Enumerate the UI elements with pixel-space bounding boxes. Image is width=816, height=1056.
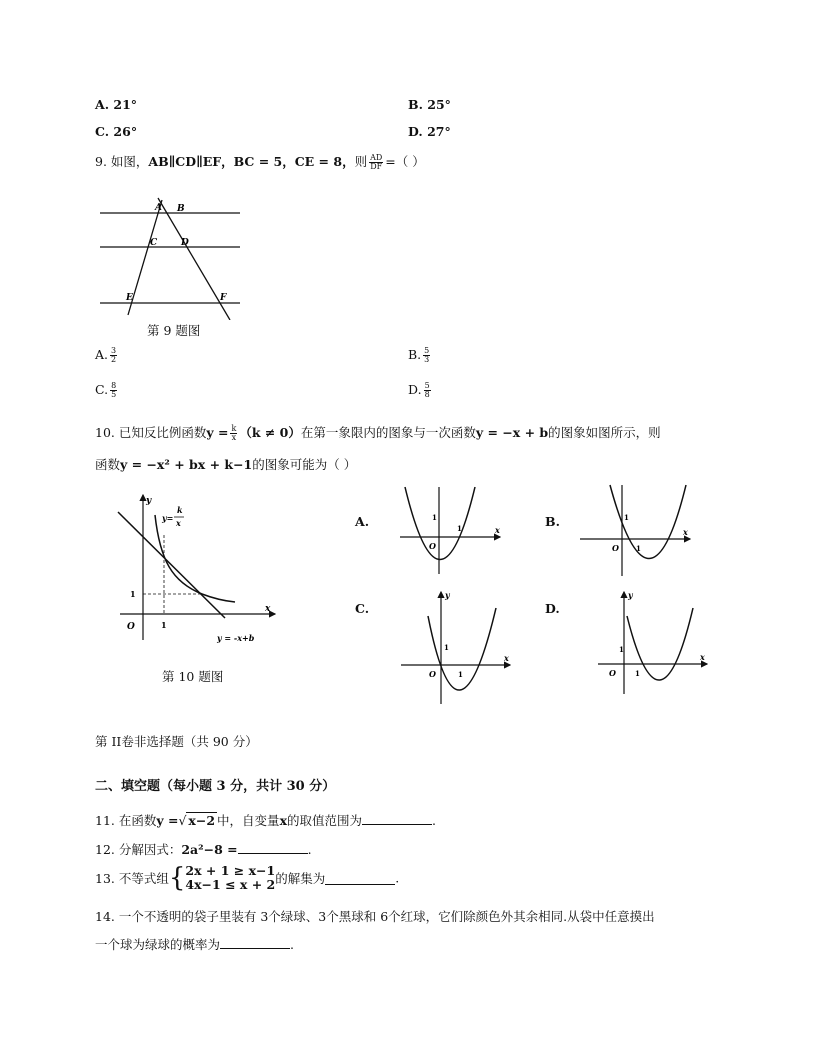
q10-one-x: 1 bbox=[161, 620, 167, 630]
q13-answer-blank[interactable] bbox=[325, 872, 395, 885]
q10-stem-line2 bbox=[95, 455, 356, 473]
graph-d-y-label: y bbox=[628, 590, 633, 600]
q10-fig-caption: 第 10 题图 bbox=[162, 669, 224, 684]
q14-line1: 14. 一个不透明的袋子里装有 3个绿球、3个黑球和 6个红球，它们除颜色外其余相同.从袋中任意摸出 bbox=[95, 909, 655, 924]
q10-hyper-pre: y= bbox=[162, 513, 174, 523]
section-title: 第 II卷非选择题（共 90 分） bbox=[95, 734, 258, 749]
graph-a-parabola bbox=[405, 487, 475, 560]
q9-option-a-num: 3 bbox=[111, 346, 117, 355]
q9-fig-caption: 第 9 题图 bbox=[147, 323, 201, 338]
q13-ineq2: 4x−1 ≤ x + 2 bbox=[185, 877, 276, 892]
q9-option-b-num: 5 bbox=[424, 346, 430, 355]
q11-radicand: x−2 bbox=[188, 813, 216, 828]
graph-c-y-label: y bbox=[445, 590, 450, 600]
q8-option-b: B. 25° bbox=[408, 97, 451, 112]
q13 bbox=[95, 864, 399, 892]
q9-option-d-num: 5 bbox=[424, 381, 430, 390]
q11-period: . bbox=[432, 813, 437, 828]
q10-graph-a bbox=[395, 482, 505, 577]
graph-b-origin: O bbox=[612, 543, 619, 553]
graph-a-one-x: 1 bbox=[457, 524, 462, 533]
q11 bbox=[95, 811, 436, 829]
q11-func-lhs: y = bbox=[156, 813, 179, 828]
q9-then: 则 bbox=[354, 154, 368, 169]
graph-c-x-label: x bbox=[504, 653, 509, 663]
graph-b-one-y: 1 bbox=[624, 513, 629, 522]
q10-stem-line1 bbox=[95, 423, 661, 442]
q9-option-a-label: A. bbox=[95, 347, 109, 362]
graph-c-one-y: 1 bbox=[444, 643, 449, 652]
q10-line1-lin: y = −x + b bbox=[475, 425, 549, 440]
q9-option-d-label: D. bbox=[408, 382, 422, 397]
q13-post: 的解集为 bbox=[275, 871, 326, 886]
point-b: B bbox=[177, 204, 185, 214]
q11-pre: 11. 在函数 bbox=[95, 813, 157, 828]
q9-option-b bbox=[408, 347, 432, 364]
graph-d-x-label: x bbox=[700, 652, 705, 662]
graph-a-x-label: x bbox=[495, 525, 500, 535]
q10-graph-b bbox=[578, 482, 693, 577]
point-c: C bbox=[150, 238, 158, 248]
q10-line1-cond: （k ≠ 0） bbox=[239, 425, 301, 440]
q13-pre: 13. 不等式组 bbox=[95, 871, 169, 886]
graph-b-x-label: x bbox=[683, 527, 688, 537]
q10-line-label: y = -x+b bbox=[217, 633, 255, 643]
q10-line2-end: 的图象可能为（ ） bbox=[252, 457, 357, 472]
q8-option-d: D. 27° bbox=[408, 124, 451, 139]
graph-d-one-x: 1 bbox=[635, 669, 640, 678]
q11-end: 的取值范围为 bbox=[287, 813, 363, 828]
q9-option-d-den: 8 bbox=[424, 390, 430, 399]
q12-period: . bbox=[307, 842, 312, 857]
graph-a-one-y: 1 bbox=[432, 513, 437, 522]
q10-option-c-label: C. bbox=[355, 601, 370, 616]
q14-period: . bbox=[290, 937, 294, 952]
q9-condition: AB∥CD∥EF，BC = 5，CE = 8， bbox=[148, 154, 355, 169]
q14-line2 bbox=[95, 935, 294, 953]
q10-frac-den: x bbox=[231, 433, 237, 442]
q10-y-label: y bbox=[146, 496, 152, 506]
q9-ratio bbox=[369, 154, 383, 171]
q14-answer-blank[interactable] bbox=[220, 936, 290, 949]
q9-option-d bbox=[408, 382, 433, 399]
q12-answer-blank[interactable] bbox=[238, 841, 308, 854]
graph-a-origin: O bbox=[429, 541, 436, 551]
q9-option-c-den: 5 bbox=[111, 390, 117, 399]
sqrt-sign: √ bbox=[178, 813, 187, 828]
q13-system bbox=[185, 864, 275, 892]
q14-line2-text: 一个球为绿球的概率为 bbox=[95, 937, 221, 952]
q13-brace: { bbox=[168, 863, 186, 893]
q9-suffix: =（ ） bbox=[385, 154, 425, 169]
point-d: D bbox=[181, 238, 189, 248]
q10-option-b-label: B. bbox=[545, 514, 560, 529]
q9-ratio-num: AD bbox=[370, 153, 383, 162]
graph-d-origin: O bbox=[609, 668, 616, 678]
q9-option-c bbox=[95, 382, 119, 399]
q10-line1-func: y = bbox=[206, 425, 229, 440]
q12-expr: 2a²−8 = bbox=[181, 842, 238, 857]
graph-c-origin: O bbox=[429, 669, 436, 679]
graph-c-one-x: 1 bbox=[458, 670, 463, 679]
q9-ratio-den: DF bbox=[370, 162, 383, 171]
q12 bbox=[95, 840, 312, 858]
q9-option-b-den: 3 bbox=[424, 355, 430, 364]
q9-figure bbox=[95, 190, 245, 320]
q9-option-c-label: C. bbox=[95, 382, 109, 397]
q9-option-b-label: B. bbox=[408, 347, 422, 362]
q10-line2-pre: 函数 bbox=[95, 457, 121, 472]
q10-line2-func: y = −x² + bx + k−1 bbox=[120, 457, 253, 472]
q9-stem bbox=[95, 152, 425, 171]
q10-hyper-num: k bbox=[177, 505, 183, 515]
q11-var: x bbox=[279, 813, 288, 828]
transversal-left bbox=[128, 200, 162, 315]
q11-post: 中，自变量 bbox=[217, 813, 280, 828]
q10-line-graph bbox=[118, 512, 225, 618]
q12-pre: 12. 分解因式： bbox=[95, 842, 182, 857]
q10-graph-d bbox=[595, 588, 710, 696]
q10-hyper-den: x bbox=[176, 518, 181, 528]
graph-d-one-y: 1 bbox=[619, 645, 624, 654]
q9-option-a-den: 2 bbox=[111, 355, 117, 364]
q10-line1-pre: 10. 已知反比例函数 bbox=[95, 425, 207, 440]
q10-figure bbox=[110, 490, 280, 650]
q10-one-y: 1 bbox=[130, 589, 136, 599]
q8-option-c: C. 26° bbox=[95, 124, 138, 139]
q10-x-label: x bbox=[265, 604, 271, 614]
q10-frac-num: k bbox=[231, 424, 237, 433]
q8-option-a: A. 21° bbox=[95, 97, 138, 112]
q10-line1-end: 的图象如图所示，则 bbox=[548, 425, 661, 440]
q10-option-d-label: D. bbox=[545, 601, 560, 616]
q9-option-c-num: 8 bbox=[111, 381, 117, 390]
q9-prefix: 9. 如图， bbox=[95, 154, 149, 169]
q10-option-a-label: A. bbox=[355, 514, 370, 529]
q9-option-a bbox=[95, 347, 119, 364]
q10-line1-post: 在第一象限内的图象与一次函数 bbox=[300, 425, 476, 440]
q13-period: . bbox=[395, 870, 400, 886]
q10-graph-c bbox=[398, 588, 513, 706]
q10-origin: O bbox=[127, 622, 135, 632]
point-a: A bbox=[155, 203, 162, 213]
point-e: E bbox=[126, 293, 133, 303]
point-f: F bbox=[220, 293, 227, 303]
q13-ineq1: 2x + 1 ≥ x−1 bbox=[185, 863, 276, 878]
q11-answer-blank[interactable] bbox=[362, 812, 432, 825]
part2-title: 二、填空题（每小题 3 分，共计 30 分） bbox=[95, 779, 336, 794]
graph-b-one-x: 1 bbox=[636, 544, 641, 553]
